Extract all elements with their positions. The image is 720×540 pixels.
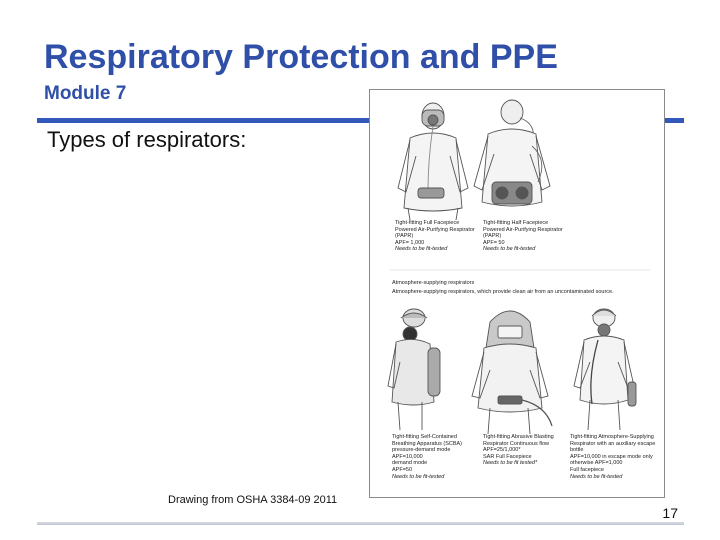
caption-escape-bottle [570, 434, 655, 480]
caption-note: Needs to be fit-tested [483, 246, 536, 253]
scba-illustration [388, 309, 440, 430]
slide-title: Respiratory Protection and PPE [44, 38, 558, 76]
caption-line: demand mode [392, 460, 428, 467]
caption-line: SAR Full Facepiece [483, 453, 532, 460]
abrasive-blasting-illustration [472, 311, 552, 434]
caption-note: Needs to be fit-tested [570, 473, 623, 480]
lead-text: Types of respirators: [47, 127, 247, 152]
caption-line: Tight-fitting Self-Contained [392, 434, 457, 440]
caption-line: bottle [570, 447, 584, 454]
caption-line: Breathing Apparatus (SCBA) [392, 440, 463, 447]
caption-line: Powered Air-Purifying Respirator [483, 226, 563, 233]
caption-note: Needs to be fit-tested [392, 473, 445, 480]
figure-source-caption: Drawing from OSHA 3384-09 2011 [168, 494, 338, 506]
caption-line: pressure-demand mode [392, 447, 451, 454]
caption-papr-half [483, 220, 563, 253]
caption-line: Tight-fitting Atmosphere-Supplying [570, 434, 654, 440]
caption-line: Tight-fitting Full Facepiece [395, 220, 460, 226]
caption-line: Powered Air-Purifying Respirator [395, 226, 475, 233]
caption-line: otherwise APF=1,000 [570, 460, 623, 467]
caption-note: Needs to be fit tested* [483, 460, 538, 467]
escape-bottle-illustration [574, 309, 636, 430]
caption-line: Respirator Continuous flow [483, 440, 550, 447]
caption-line: Tight-fitting Half Facepiece [483, 220, 549, 226]
caption-papr-full [395, 220, 475, 253]
papr-full-facepiece-illustration [398, 103, 468, 220]
footer-divider [37, 522, 684, 525]
section-title: Atmosphere-supplying respirators [392, 280, 475, 286]
caption-line: (PAPR) [483, 233, 502, 240]
caption-abrasive-blasting [483, 434, 554, 467]
caption-line: APF= 50 [483, 239, 505, 246]
respirator-figure [369, 89, 665, 498]
caption-line: APF=50 [392, 466, 413, 473]
caption-line: Tight-fitting Abrasive Blasting [483, 434, 554, 440]
caption-line: APF=10,000 [392, 453, 423, 460]
caption-line: APF= 1,000 [395, 239, 425, 246]
caption-note: Needs to be fit-tested [395, 246, 448, 253]
slide-subtitle: Module 7 [44, 83, 127, 104]
section-description: Atmosphere-supplying respirators, which provide clean air from an uncontaminated source. [392, 289, 614, 295]
caption-scba [392, 434, 462, 480]
caption-line: (PAPR) [395, 233, 414, 240]
papr-half-facepiece-illustration [474, 100, 550, 206]
caption-line: APF=25/1,000* [483, 447, 521, 454]
caption-line: Full facepiece [570, 466, 604, 473]
caption-line: APF=10,000 in escape mode only [570, 453, 653, 460]
caption-line: Respirator with an auxiliary escape [570, 440, 656, 447]
page-number: 17 [662, 505, 678, 521]
